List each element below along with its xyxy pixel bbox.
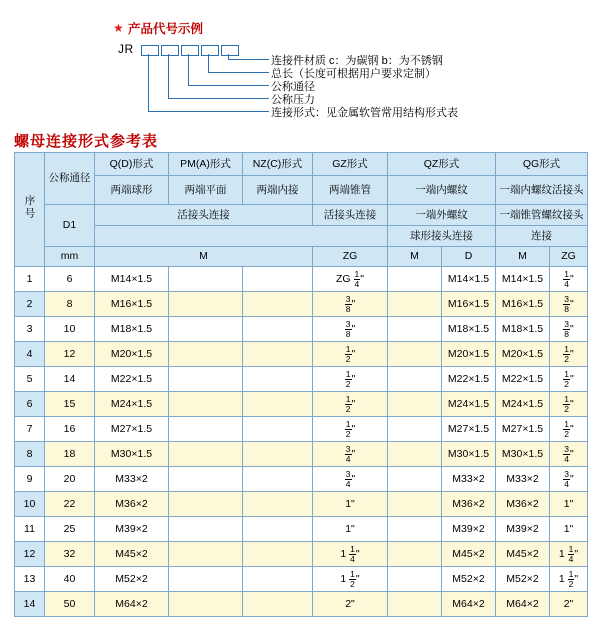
cell-qz-d: M16×1.5 [442,292,496,317]
cell-pm [169,592,243,617]
header-unit-m: M [95,247,313,267]
cell-nz [243,292,313,317]
cell-q: M20×1.5 [95,342,169,367]
nut-connection-table [14,152,587,617]
cell-qz-d: M20×1.5 [442,342,496,367]
cell-nz [243,442,313,467]
annotation-4: 公称压力 [271,94,315,106]
header-conn-gz: 活接头连接 [313,205,388,226]
cell-qz-m [388,392,442,417]
cell-qg-zg: 1 $\frac{1}{4}$ " [550,542,588,567]
table-row [15,492,588,517]
cell-qg-zg: $\frac{3}{8}$ " [550,317,588,342]
cell-seq: 6 [15,392,45,417]
cell-seq: 11 [15,517,45,542]
header-unit-qg-m: M [496,247,550,267]
cell-q: M64×2 [95,592,169,617]
cell-qz-m [388,267,442,292]
table-row [15,392,588,417]
cell-seq: 9 [15,467,45,492]
annotation-2: 总长（长度可根据用户要求定制） [271,68,436,80]
leader-line-5 [148,54,269,112]
cell-qz-m [388,492,442,517]
cell-gz: $\frac{3}{8}$ " [313,292,388,317]
header-seq [15,153,45,267]
table-row [15,317,588,342]
cell-seq: 12 [15,542,45,567]
star-icon: ★ [113,21,124,35]
cell-nz [243,592,313,617]
cell-qg-zg: 2" [550,592,588,617]
cell-gz: 1" [313,492,388,517]
cell-qg-m: M36×2 [496,492,550,517]
cell-qz-m [388,592,442,617]
cell-seq: 10 [15,492,45,517]
cell-nz [243,542,313,567]
cell-gz: $\frac{3}{8}$ " [313,317,388,342]
header-conn-left: 活接头连接 [95,205,313,226]
table-row [15,592,588,617]
cell-q: M33×2 [95,467,169,492]
table-title: 螺母连接形式参考表 [14,133,159,150]
cell-nz [243,267,313,292]
cell-dn: 8 [45,292,95,317]
cell-qg-m: M16×1.5 [496,292,550,317]
cell-qg-m: M18×1.5 [496,317,550,342]
header-group-qz: QZ形式 [388,153,496,176]
cell-pm [169,317,243,342]
cell-qg-zg: $\frac{3}{4}$ " [550,467,588,492]
cell-qg-m: M33×2 [496,467,550,492]
cell-q: M16×1.5 [95,292,169,317]
header-conn-qz: 一端外螺纹 [388,205,496,226]
cell-gz: $\frac{3}{4}$ " [313,467,388,492]
cell-qg-m: M22×1.5 [496,367,550,392]
cell-qg-zg: $\frac{1}{2}$ " [550,342,588,367]
header-conn2-qz: 球形接头连接 [388,226,496,247]
table-row [15,542,588,567]
cell-qz-d: M45×2 [442,542,496,567]
cell-nz [243,492,313,517]
header-conn-qg: 一端锥管螺纹接头 [496,205,588,226]
cell-qg-zg: $\frac{1}{2}$ " [550,392,588,417]
header-form-pm: 两端平面 [169,176,243,205]
cell-qg-m: M24×1.5 [496,392,550,417]
cell-dn: 14 [45,367,95,392]
cell-qz-m [388,367,442,392]
cell-q: M45×2 [95,542,169,567]
cell-dn: 50 [45,592,95,617]
cell-nz [243,342,313,367]
cell-qz-d: M18×1.5 [442,317,496,342]
table-row [15,467,588,492]
cell-gz: $\frac{3}{4}$ " [313,442,388,467]
cell-dn: 12 [45,342,95,367]
cell-qz-m [388,542,442,567]
cell-qg-m: M52×2 [496,567,550,592]
cell-gz: $\frac{1}{2}$ " [313,392,388,417]
table-row [15,567,588,592]
table-head [15,153,588,267]
cell-qg-zg: $\frac{1}{2}$ " [550,417,588,442]
cell-qg-m: M39×2 [496,517,550,542]
legend-title: 产品代号示例 [128,22,204,36]
cell-pm [169,492,243,517]
cell-q: M27×1.5 [95,417,169,442]
header-form-q: 两端球形 [95,176,169,205]
header-unit-mm: mm [45,247,95,267]
cell-pm [169,442,243,467]
cell-pm [169,267,243,292]
cell-dn: 6 [45,267,95,292]
cell-gz: 1 $\frac{1}{4}$ " [313,542,388,567]
cell-qz-m [388,417,442,442]
header-conn2-qg: 连接 [496,226,588,247]
cell-q: M22×1.5 [95,367,169,392]
cell-qg-m: M64×2 [496,592,550,617]
annotation-1: 连接件材质 c：为碳钢 b：为不锈钢 [271,55,443,67]
annotation-3: 公称通径 [271,81,315,93]
header-group-q: Q(D)形式 [95,153,169,176]
cell-nz [243,367,313,392]
header-blank-left [95,226,388,247]
cell-pm [169,567,243,592]
header-group-pm: PM(A)形式 [169,153,243,176]
cell-seq: 3 [15,317,45,342]
cell-pm [169,517,243,542]
header-d1: D1 [45,205,95,247]
cell-nz [243,467,313,492]
cell-nz [243,417,313,442]
cell-nz [243,392,313,417]
table-row [15,342,588,367]
cell-qg-m: M27×1.5 [496,417,550,442]
cell-q: M24×1.5 [95,392,169,417]
cell-seq: 5 [15,367,45,392]
header-row-form [15,176,588,205]
cell-qg-zg: $\frac{3}{4}$ " [550,442,588,467]
cell-pm [169,342,243,367]
header-group-gz: GZ形式 [313,153,388,176]
code-prefix: JR [118,42,134,56]
cell-qz-d: M27×1.5 [442,417,496,442]
cell-qg-m: M45×2 [496,542,550,567]
table-row [15,367,588,392]
cell-qz-d: M52×2 [442,567,496,592]
header-row-groups [15,153,588,176]
cell-nz [243,317,313,342]
cell-qz-d: M30×1.5 [442,442,496,467]
cell-seq: 4 [15,342,45,367]
cell-qz-m [388,292,442,317]
cell-qz-m [388,342,442,367]
cell-gz: $\frac{1}{2}$ " [313,417,388,442]
cell-qg-zg: $\frac{3}{8}$ " [550,292,588,317]
cell-dn: 16 [45,417,95,442]
cell-seq: 2 [15,292,45,317]
table-row [15,517,588,542]
cell-qz-d: M22×1.5 [442,367,496,392]
cell-qz-m [388,517,442,542]
cell-nz [243,567,313,592]
cell-pm [169,542,243,567]
cell-seq: 1 [15,267,45,292]
header-form-qg: 一端内螺纹活接头 [496,176,588,205]
cell-q: M39×2 [95,517,169,542]
cell-dn: 15 [45,392,95,417]
cell-gz: $\frac{1}{2}$ " [313,367,388,392]
cell-gz: 2" [313,592,388,617]
table-row [15,417,588,442]
header-form-gz: 两端锥管 [313,176,388,205]
cell-gz: $\frac{1}{2}$ " [313,342,388,367]
cell-qz-d: M36×2 [442,492,496,517]
header-seq-label: 序号 [23,195,36,221]
header-unit-zg: ZG [313,247,388,267]
cell-pm [169,292,243,317]
cell-dn: 22 [45,492,95,517]
header-unit-qz-d: D [442,247,496,267]
table-body [15,267,588,617]
header-row-units [15,247,588,267]
cell-pm [169,417,243,442]
annotation-5: 连接形式：见金属软管常用结构形式表 [271,107,458,119]
cell-dn: 32 [45,542,95,567]
cell-qz-d: M39×2 [442,517,496,542]
cell-seq: 13 [15,567,45,592]
cell-qg-zg: 1 $\frac{1}{2}$ " [550,567,588,592]
cell-qg-zg: 1" [550,492,588,517]
cell-pm [169,392,243,417]
cell-gz: 1 $\frac{1}{2}$ " [313,567,388,592]
header-group-nz: NZ(C)形式 [243,153,313,176]
cell-qz-d: M14×1.5 [442,267,496,292]
cell-qz-d: M33×2 [442,467,496,492]
cell-qz-d: M64×2 [442,592,496,617]
cell-q: M36×2 [95,492,169,517]
cell-pm [169,467,243,492]
cell-q: M52×2 [95,567,169,592]
cell-qg-zg: 1" [550,517,588,542]
cell-dn: 10 [45,317,95,342]
cell-qz-m [388,317,442,342]
cell-dn: 20 [45,467,95,492]
product-code-legend [0,0,600,128]
header-dn: 公称通径 [45,153,95,205]
cell-dn: 18 [45,442,95,467]
cell-q: M14×1.5 [95,267,169,292]
table-row [15,292,588,317]
table-row [15,267,588,292]
cell-seq: 8 [15,442,45,467]
cell-dn: 40 [45,567,95,592]
header-unit-qz-m: M [388,247,442,267]
header-unit-qg-zg: ZG [550,247,588,267]
cell-seq: 7 [15,417,45,442]
cell-qg-m: M20×1.5 [496,342,550,367]
cell-qz-m [388,567,442,592]
cell-qg-zg: $\frac{1}{4}$ " [550,267,588,292]
cell-gz: ZG $\frac{1}{4}$ " [313,267,388,292]
header-row-connection [15,205,588,226]
cell-qg-m: M30×1.5 [496,442,550,467]
cell-seq: 14 [15,592,45,617]
header-group-qg: QG形式 [496,153,588,176]
cell-qg-m: M14×1.5 [496,267,550,292]
cell-qg-zg: $\frac{1}{2}$ " [550,367,588,392]
header-form-nz: 两端内接 [243,176,313,205]
cell-gz: 1" [313,517,388,542]
table-row [15,442,588,467]
cell-qz-d: M24×1.5 [442,392,496,417]
cell-nz [243,517,313,542]
header-form-qz: 一端内螺纹 [388,176,496,205]
cell-q: M18×1.5 [95,317,169,342]
cell-pm [169,367,243,392]
header-row-connection2 [15,226,588,247]
cell-qz-m [388,442,442,467]
cell-dn: 25 [45,517,95,542]
cell-qz-m [388,467,442,492]
cell-q: M30×1.5 [95,442,169,467]
